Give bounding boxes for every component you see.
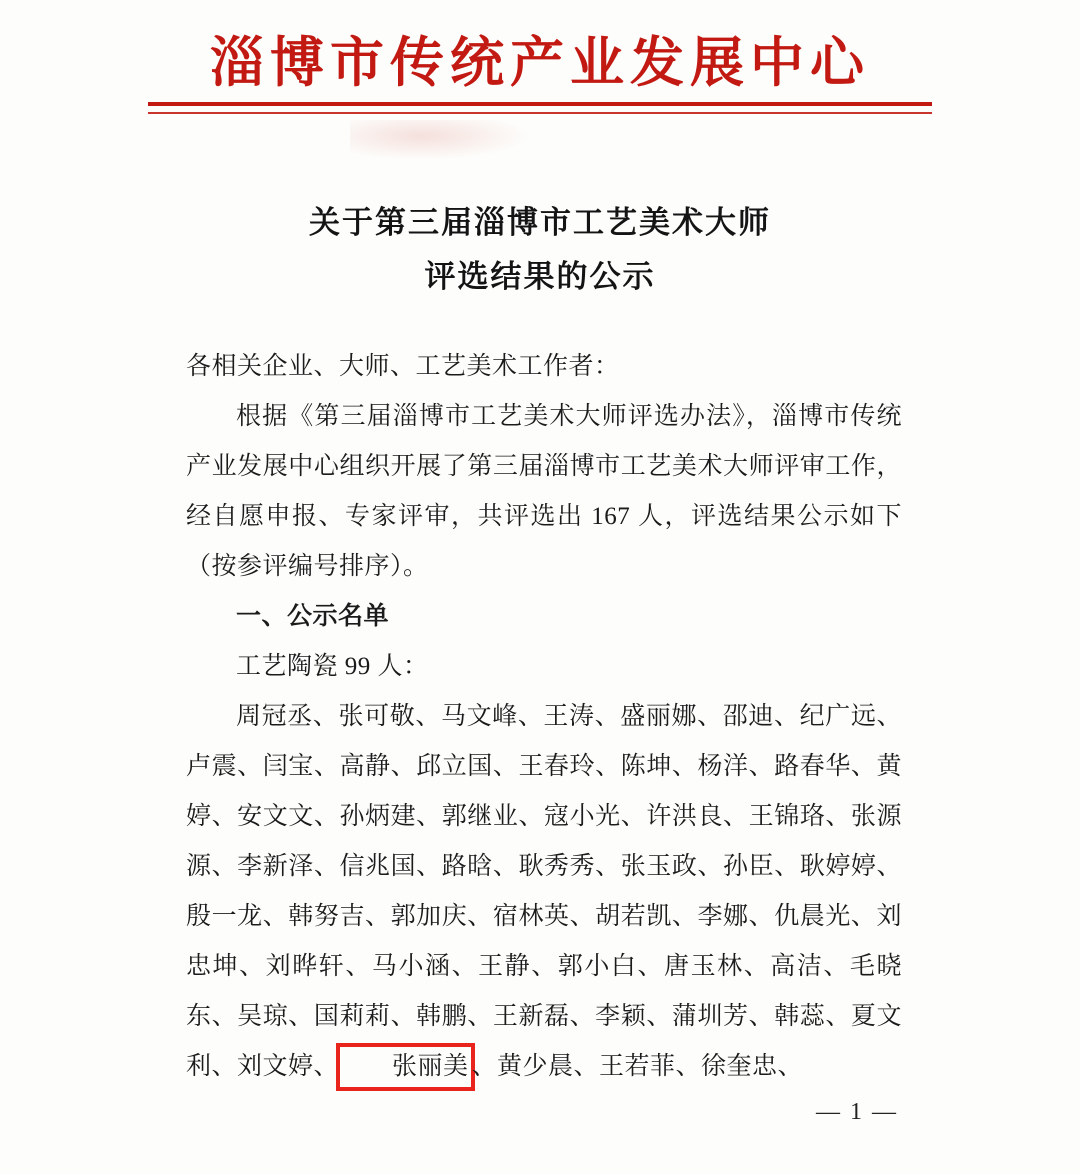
category-label-ceramics: 工艺陶瓷 99 人： <box>236 653 429 680</box>
document-body <box>186 342 902 1092</box>
letterhead-rule-thin <box>148 112 932 114</box>
paragraph-background: 根据《第三届淄博市工艺美术大师评选办法》，淄博市传统产业发展中心组织开展了第三届淄博市工艺美术大师评审工作，经自愿申报、专家评审，共评选出 167 人，评选结果公示如下（按参评编号排序）。 <box>186 403 902 580</box>
doc-title-line1: 关于第三届淄博市工艺美术大师 <box>309 205 771 240</box>
salutation: 各相关企业、大师、工艺美术工作者： <box>186 353 620 380</box>
letterhead-rule-thick <box>148 102 932 106</box>
doc-title-line2: 评选结果的公示 <box>424 259 656 294</box>
name-list-segment-after: 、黄少晨、王若菲、徐奎忠、 <box>471 1053 804 1080</box>
section-heading-list: 一、公示名单 <box>236 603 390 630</box>
scan-smudge <box>350 120 530 160</box>
page-number: — 1 — <box>816 1099 898 1125</box>
name-list-ceramics <box>186 692 902 1092</box>
letterhead <box>0 34 1080 93</box>
highlighted-name: 张丽美 <box>340 1047 471 1087</box>
name-list-segment-before: 周冠丞、张可敬、马文峰、王涛、盛丽娜、邵迪、纪广远、卢震、闫宝、高静、邱立国、王春玲、陈坤、杨洋、路春华、黄婷、安文文、孙炳建、郭继业、寇小光、许洪良、王锦珞、张源源、李新泽、信兆国、路晗、耿秀秀、张玉政、孙臣、耿婷婷、殷一龙、韩努吉、郭加庆、宿林英、胡若凯、李娜、仇晨光、刘忠坤、刘晔轩、马小涵、王静、郭小白、唐玉林、高洁、毛晓东、吴琼、国莉莉、韩鹏、王新磊、李颖、蒲圳芳、韩蕊、夏文利、刘文婷、 <box>186 703 902 1080</box>
letterhead-organization: 淄博市传统产业发展中心 <box>210 33 870 93</box>
page-title <box>0 196 1080 304</box>
